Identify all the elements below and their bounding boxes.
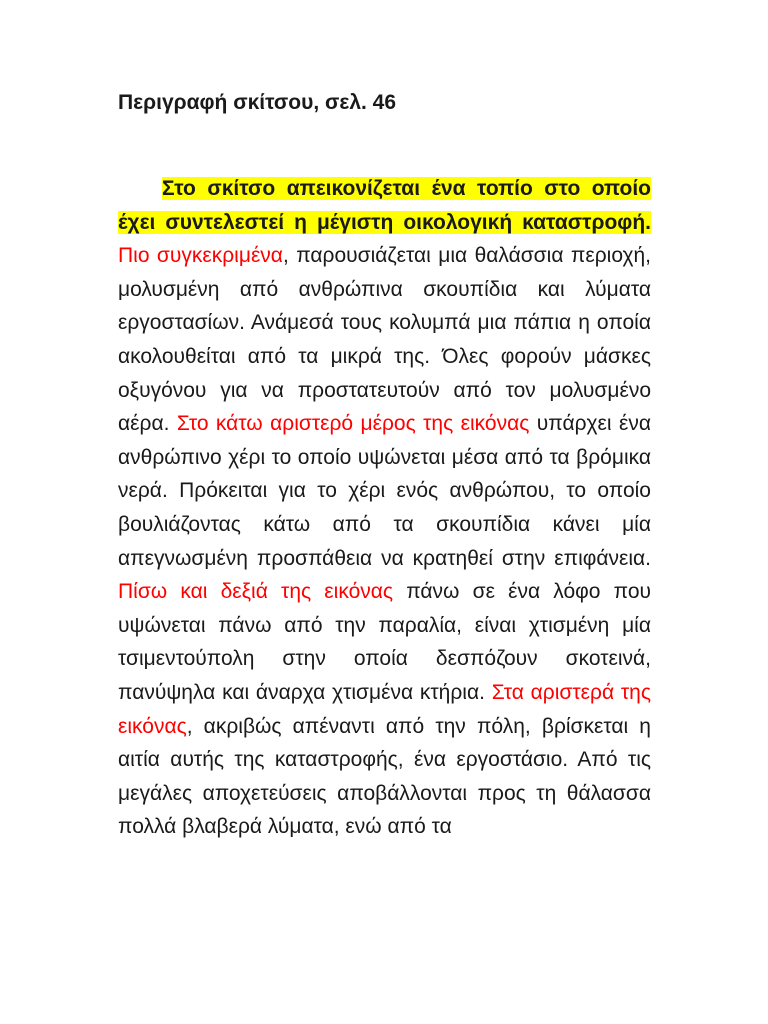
red-phrase: Πιο συγκεκριμένα (118, 244, 283, 268)
red-phrase: Πίσω και δεξιά της εικόνας (118, 580, 394, 604)
body-paragraph (118, 172, 651, 844)
text-run: υπάρχει ένα ανθρώπινο χέρι το οποίο υψώνεται μέσα από τα βρόμικα νερά. Πρόκειται για το χέρι ενός ανθρώπου, το οποίο βουλιάζοντας κάτω από τα σκουπίδια κάνει μία απεγνωσμένη προσπάθεια να κρατηθεί στην επιφάνεια. (118, 412, 651, 570)
text-run: πάνω σε ένα λόφο που υψώνεται πάνω από την παραλία, είναι χτισμένη μία τσιμεντούπολη στην οποία δεσπόζουν σκοτεινά, πανύψηλα και άναρχα χτισμένα κτήρια. (118, 580, 651, 704)
highlighted-sentence: Στο σκίτσο απεικονίζεται ένα τοπίο στο οποίο έχει συντελεστεί η μέγιστη οικολογική καταστροφή. (118, 177, 651, 234)
red-phrase: Στο κάτω αριστερό μέρος της εικόνας (176, 412, 530, 436)
text-run: , παρουσιάζεται μια θαλάσσια περιοχή, μολυσμένη από ανθρώπινα σκουπίδια και λύματα εργοστασίων. Ανάμεσά τους κολυμπά μια πάπια η οποία ακολουθείται από τα μικρά της. Όλες φορούν μάσκες οξυγόνου για να προστατευτούν από τον μολυσμένο αέρα. (118, 244, 651, 436)
page-title: Περιγραφή σκίτσου, σελ. 46 (118, 91, 397, 114)
text-run: , ακριβώς απέναντι από την πόλη, βρίσκεται η αιτία αυτής της καταστροφής, ένα εργοστάσιο. Από τις μεγάλες αποχετεύσεις αποβάλλονται προς τη θάλασσα πολλά βλαβερά λύματα, ενώ από τα (118, 714, 651, 839)
red-phrase: Στα αριστερά της εικόνας (118, 680, 651, 738)
